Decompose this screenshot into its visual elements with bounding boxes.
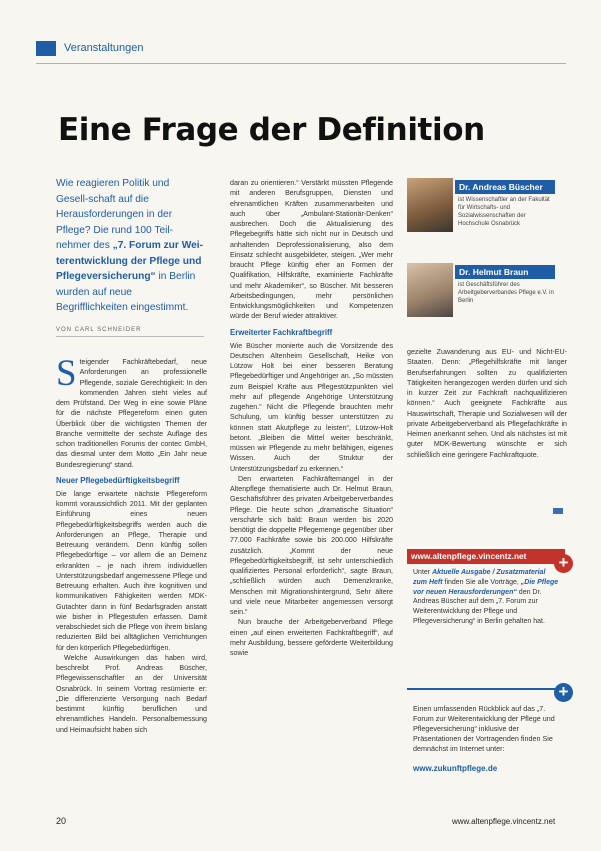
web-extra-url[interactable]: www.altenpflege.vincentz.net bbox=[407, 549, 565, 564]
web-extra-highlight-2: „Die Pflege vor neuen Herausforderungen“ bbox=[413, 578, 559, 596]
author-name-braun: Dr. Helmut Braun bbox=[455, 265, 555, 279]
lead-text-1: Wie reagieren Politik und Gesell-schaft auf die Herausforderungen in der Pflege? Die rund 100 Teil-nehmer des bbox=[56, 178, 174, 251]
web-extra-text-2: finden Sie alle Vorträge, bbox=[442, 578, 521, 586]
review-description: Einen umfassenden Rückblick auf das „7. Forum zur Weiterentwicklung der Pflege und Pflegeversicherung“ inklusive der Präsentationen der Vortragenden finden Sie demnächst im Internet unter: bbox=[413, 704, 555, 753]
web-extra-text-1: Unter bbox=[413, 569, 433, 576]
review-text bbox=[407, 690, 565, 774]
review-box bbox=[407, 688, 565, 782]
paragraph: daran zu orientieren.“ Verstärkt müssten Pflegende mit anderen Berufsgruppen, Diensten und ehrenamtlichen Kräften zusammenarbeiten und auch über „Ambulant-Stationär-Denken“ ausbrechen. Doch die Aktualisierung des Pflegebegriffs hätte sich nicht nur in Deutsch und anhaltenden Deprofessionalisierung, also dem Einsatz schlecht ausgebildeter, steigen. „Wer mehr braucht Pflege künftig eher an Formen der Qualifikation, Hilfskräfte, examinierte Fachkräfte und mehr Akademiker“, so Büscher. Mit besseren Arbeitsbedingungen, mehr persönlichen Entwicklungsmöglichkeiten und Kompetenzen würde der Beruf wieder attraktiver. bbox=[230, 179, 393, 321]
section-label: Veranstaltungen bbox=[64, 42, 144, 54]
paragraph: Nun brauche der Arbeitgeberverband Pflege einen „auf einen erweiterten Fachkraftbegriff“, auf mehr Ausbildung, bessere geförderte Weiterbildung sowie bbox=[230, 618, 393, 657]
web-extra-text-3: den Dr. Andreas Büscher auf dem „7. Forum zur Weiterentwicklung der Pflege und Pflegeversicherung“ in Berlin gehalten hat. bbox=[413, 588, 545, 625]
lead-event-name: „7. Forum zur Wei-terentwicklung der Pflege und Pflegeversicherung“ bbox=[56, 240, 204, 282]
byline: VON CARL SCHNEIDER bbox=[56, 327, 204, 337]
web-extra-text bbox=[407, 564, 565, 627]
author-name-buescher: Dr. Andreas Büscher bbox=[455, 180, 555, 194]
paragraph: Den erwarteten Fachkräftemangel in der Altenpflege thematisierte auch Dr. Helmut Braun, Geschäftsführer des privaten Arbeitgeberverbandes Pflege. Die heute schon „dramatische Situation“ verschärfe sich bald: Braun werden bis 2020 benötigt die doppelte Pflegemenge gegenüber über 77.000 Fachkräfte sowie bis 200.000 Hilfskräfte zusätzlich. „Kommt der neue Pflegebedürftigkeitsbegriff, ist sehr unterschiedlich qualifiziertes Personal erforderlich“, sagte Braun, „schließlich würden auch Demenzkranke, Menschen mit Migrationshintergrund, Sehr ältere und viele neue Mitarbeiter angemessen versorgt sein.“ bbox=[230, 474, 393, 616]
article-column-2 bbox=[230, 178, 393, 808]
article-end-mark bbox=[553, 508, 563, 514]
paragraph: Welche Auswirkungen das haben wird, beschreibt Prof. Andreas Büscher, Pflegewissenschaftler an der Universität Osnabrück. In seinem Vortrag resümierte er: „Die differenzierte Versorgung nach Bedarf bestimmt künftig beruflichen und ehrenamtliches Handeln. Personalbemessung und Heimaufsicht haben sich bbox=[56, 653, 207, 734]
author-desc-braun: ist Geschäftsführer des Arbeitgeberverbandes Pflege e.V. in Berlin bbox=[458, 282, 554, 304]
review-link[interactable]: www.zukunftpflege.de bbox=[413, 764, 498, 773]
article-title: Eine Frage der Definition bbox=[58, 112, 485, 148]
article-column-1 bbox=[56, 357, 207, 807]
page-number: 20 bbox=[56, 816, 67, 826]
author-photo-buescher bbox=[407, 178, 453, 232]
author-desc-buescher: ist Wissenschaftler an der Fakultät für Wirtschafts- und Sozialwissenschaften der Hochschule Osnabrück bbox=[458, 197, 550, 227]
footer-url[interactable]: www.altenpflege.vincentz.net bbox=[452, 817, 556, 826]
lead-text-2: in Berlin wurden auf neue Begrifflichkeiten eingestimmt. bbox=[56, 271, 196, 313]
paragraph: teigender Fachkräftebedarf, neue Anforderungen an professionelle Pflegende, soziale Gerechtigkeit: In den kommenden Jahren steht vieles auf dem Prüfstand. Der Weg in eine sowie Pläne für die nächste Pflegereform einen guten Überblick über die wichtigsten Themen der Branche vermittelte der sechste Auflage des schon traditionellen Forums der contec GmbH, das diesmal unter dem Motto „Ein Jahr neue Bundesregierung“ stand. bbox=[56, 358, 207, 469]
author-photo-braun bbox=[407, 263, 453, 317]
paragraph: Die lange erwartete nächste Pflegereform kommt voraussichtlich 2011. Mit der geplanten Einführung eines neuen Pflegebedürftigkeitsbegriffs werden auch die Anforderungen an Pflege, Therapie und Betreuung verändern. Denn künftig sollen Pflegebedürftige – vor allem die an Demenz erkrankten – je nach ihrem individuellen Unterstützungsbedarf angemessene Pflege und Betreuung erhalten. Auch ihre kognitiven und kommunikativen Fähigkeiten werden MDK-Gutachter dann in fünf Bedarfsgraden anstatt wie bisher in Pflegestufen erfassen. Damit verabschiedet sich die Pflege von ihrem bislang reduzierten Bild bei alltäglichen Verrichtungen für den körperlich Pflegebedürftigen. bbox=[56, 489, 207, 652]
section-marker bbox=[36, 41, 56, 56]
drop-cap: S bbox=[56, 357, 77, 394]
subheading: Erweiterter Fachkraftbegriff bbox=[230, 327, 333, 337]
plus-icon: + bbox=[554, 554, 573, 573]
plus-icon: + bbox=[554, 683, 573, 702]
article-lead bbox=[56, 176, 204, 316]
web-extra-highlight-1: Aktuelle Ausgabe / Zusatzmaterial zum Heft bbox=[413, 569, 546, 586]
article-column-3 bbox=[407, 347, 567, 517]
paragraph: gezielte Zuwanderung aus EU- und Nicht-EU-Staaten. Denn: „Pflegehilfskräfte mit langer Berufserfahrungen sollten zu qualifizierten Tätigkeiten herangezogen werden dürfen und sich in kurzer Zeit zur Fachkraft nachqualifizieren können.“ Auch geeignete Fachkräfte aus Hauswirtschaft, Therapie und Sozialwesen will der private Arbeitgeberverband als Pflegefachkräfte in Heimen anerkannt sehen. Und als nächstes ist mit guter MDK-Bewertung wünschte er sich schließlich eine geringere Fachkraftquote. bbox=[407, 348, 567, 459]
subheading: Neuer Pflegebedürftigkeitsbegriff bbox=[56, 475, 180, 485]
section-divider bbox=[36, 63, 566, 64]
paragraph: Wie Büscher monierte auch die Vorsitzende des Deutschen Altenheim Gesellschaft, Heike von Lützow Holt bei einer besseren Beratung Pflegebedürftiger und Angehöriger an. „So müssten zum Beispiel Kräfte aus Pflegestützpunkten viel mehr auf pflegende Angehörige Unterstützung zugehen.“ Nicht die Pflegende brauchten mehr Schulung, um künftig besser unterstützen zu können statt Akutpflege zu leisten“, Lützow-Holt betont. „Bleiben die Mittel weiter beschränkt, müssen wir Pflegende zu mehr befähigen, eigenes Wissen. Auch der Struktur der Unterstützungsbedarf zu erkennen.“ bbox=[230, 341, 393, 473]
web-extra-box bbox=[407, 549, 565, 652]
